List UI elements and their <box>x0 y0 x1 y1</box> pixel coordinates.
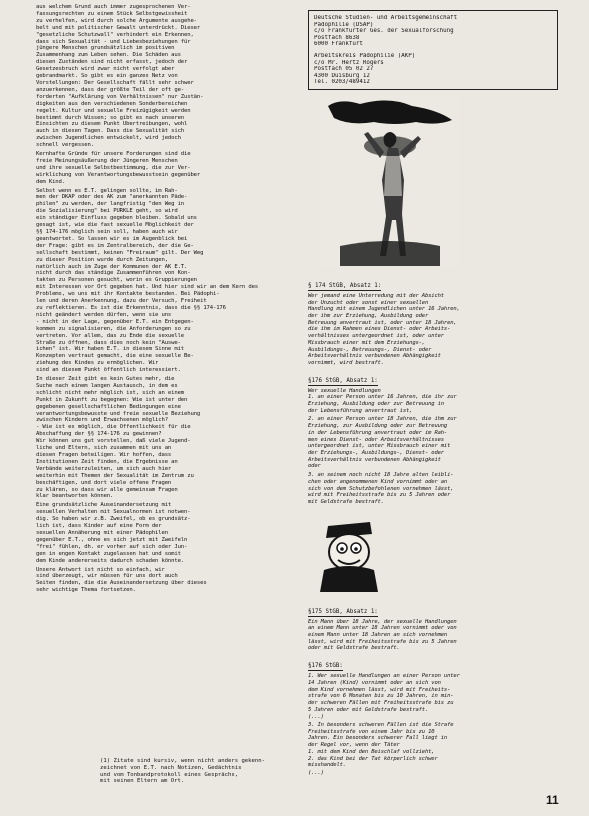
paragraph-line: zu reflektieren. Es ist die Erkenntnis, dass die §§ 174-176 <box>36 304 226 311</box>
body-paragraph <box>36 4 298 149</box>
law-item-line: 3. In besonders schweren Fällen ist die Strafe <box>308 722 454 729</box>
address-line: Postfach 8638 <box>314 34 360 41</box>
paragraph-line: weiterhin mit Themen der Sexualität im Zentrum zu <box>36 472 194 479</box>
address-box <box>308 10 558 90</box>
law-item <box>308 673 558 713</box>
paragraph-line: sehr wichtige Thema fortsetzen. <box>36 587 136 594</box>
law-item-line: 1. mit dem Kind den Beischlaf vollzieht, <box>308 748 435 755</box>
law-item-line: in der Lebensführung anvertraut oder im Rah- <box>308 429 448 436</box>
law-item-line: Erziehung, Ausbildung oder zur Betreuung in <box>308 401 444 408</box>
paragraph-line: ichen" ist. Wir haben E.T. in diesem Sinne mit <box>36 346 185 353</box>
paragraph-line: dig. So haben wir z.B. Zweifel, ob es grundsätz- <box>36 516 191 523</box>
law-item-line: Erziehung, zur Ausbildung oder zur Betreuung <box>308 423 448 430</box>
paragraph-line: In dieser Zeit gibt es kein Gutes mehr, die <box>36 376 175 383</box>
photo-dancer <box>320 96 460 266</box>
paragraph-line: dem Kind. <box>36 178 65 185</box>
paragraph-line: zu dieser Position wurde durch Zeitungen, <box>36 256 168 263</box>
paragraph-line: belt und mit politischer Gewalt unterdrückt. Dieser <box>36 24 201 31</box>
law-item-line: 3. an seinem noch nicht 18 Jahre alten leibli- <box>308 472 454 479</box>
paragraph-line: kommen zu signalisieren, die Anforderungen so zu <box>36 325 191 332</box>
paragraph-line: diesen Fragen beteiligen. Wir hoffen, dass <box>36 452 172 458</box>
paragraph-line: Gesetzesbruch wird zwar nicht verfolgt aber <box>36 66 175 73</box>
law-item <box>308 394 558 414</box>
footnote-line: und vom Tonbandprotokoll eines Gesprächs, <box>100 771 239 778</box>
law-item-line: mit Geldstrafe bestraft. <box>308 498 384 505</box>
footnote-line: mit seinen Eltern am Ort. <box>100 778 185 785</box>
paragraph-line: men der DKAP oder des AK zum "anerkannten Päde- <box>36 194 188 201</box>
paragraph-line: verantwortungsbewusste und freie sexuelle Beziehung <box>36 410 201 417</box>
page-number: 11 <box>546 793 559 807</box>
footnote-line: zeichnet von E.T. nach Notizen, Gedächtnis <box>100 764 242 771</box>
paragraph-line: lich ist, dass Kinder auf eine Form der <box>36 523 162 530</box>
law-text-line: Ein Mann über 18 Jahre, der sexuelle Handlungen <box>308 618 457 625</box>
paragraph-line: natürlich auch im Zuge der Kommunen der AK E.T. <box>36 263 188 270</box>
paragraph-line: Selbst wenn es E.T. gelingen sollte, im Rah- <box>36 187 178 194</box>
paragraph-line: der Frage: gibt es im Zentralbereich, der die Ge- <box>36 242 194 249</box>
paragraph-line: Konzepten vertraut gemacht, die eine sexuelle Be- <box>36 353 194 360</box>
paragraph-line: regelt. Kultur und sexuelle Freizügigkeit werden <box>36 107 191 114</box>
law-item-line: Freiheitsstrafe von einem Jahr bis zu 10 <box>308 728 435 735</box>
paragraph-line: Eine grundsätzliche Auseinandersetzung mit <box>36 502 172 509</box>
paragraph-line: auch in diesen Tagen. Dass die Sexualität sich <box>36 128 185 135</box>
paragraph-line: anzuerkennen, dass der größte Teil der oft ge- <box>36 86 185 93</box>
paragraph-line: vertreten. Vor allem, das zu Ende die sexuelle <box>36 332 185 339</box>
law-item-line: 2. an einer Person unter 18 Jahren, die ihm zur <box>308 416 457 423</box>
paragraph-line: dass sich Sexualität - und Liebesbeziehungen für <box>36 38 191 45</box>
section-176-intro: Wer sexuelle Handlungen <box>308 387 381 394</box>
paragraph-line: zu klären, so dass wir alle gemeinsam Fragen <box>36 486 178 493</box>
paragraph-line: Verbände weiterzuleiten, um sich auch hier <box>36 465 172 472</box>
paragraph-line: klar beantworten können. <box>36 493 114 500</box>
cartoon-image <box>314 512 384 592</box>
law-item <box>308 472 558 506</box>
law-text-line: verhältnisses untergeordnet ist, oder unter <box>308 333 444 340</box>
section-175-title: §175 StGB, Absatz 1: <box>308 608 378 615</box>
paragraph-line: beschäftigen, und dort viele offene Fragen <box>36 479 172 486</box>
paragraph-line: Abschaffung der §§ 174-176 zu gewinnen? <box>36 431 162 438</box>
section-175-text <box>308 619 558 653</box>
law-text-line: oder mit Geldstrafe bestraft. <box>308 645 400 652</box>
section-174-text <box>308 293 558 367</box>
paragraph-line: gegebenen gesellschaftlichen Bedingungen eine <box>36 403 181 410</box>
law-text-line: Arbeitsverhältnis verbundenen Abhängigkeit <box>308 353 441 360</box>
paragraph-line: - Wie ist es möglich, die Öffentlichkeit für die <box>36 424 191 431</box>
law-item-line: Jahren. Ein besonders schwerer Fall liegt in <box>308 735 448 742</box>
paragraph-line: sexuellen Verhalten mit Sexualnormen ist notwen- <box>36 509 191 516</box>
section-176-title: §176 StGB, Absatz 1: <box>308 377 378 384</box>
paragraph-line: wirklichung von Verantwortungsbewusstsein gegenüber <box>36 171 201 178</box>
section-176-items <box>308 394 558 505</box>
paragraph-line: "gesetzliche Schutzwall" verhindert ein Erkennen, <box>36 31 194 38</box>
paragraph-line: nicht geändert werden dürfen, wenn sie uns <box>36 311 172 318</box>
address-line: Arbeitskreis Pädophilie (AKP) <box>314 52 416 59</box>
law-text-line: Betreuung anvertraut ist, oder unter 18 Jahren, <box>308 319 457 326</box>
law-item-line: Arbeitsverhältnis verbundenen Abhängigkeit <box>308 456 441 463</box>
paragraph-line: gen in engen Kontakt zugelassen hat und somit <box>36 550 181 557</box>
section-174-title: § 174 StGB, Absatz 1: <box>308 282 382 289</box>
body-paragraph <box>36 188 298 374</box>
address-line: 4300 Duisburg 12 <box>314 72 370 79</box>
paragraph-line: ziehung des Kindes zu ermöglichen. Wir <box>36 360 159 367</box>
law-text-line: Ausbildungs-, Betreuungs-, Dienst- oder <box>308 346 432 353</box>
body-paragraph <box>36 151 298 186</box>
law-item-line: dem Kind vornehmen lässt, wird mit Freiheits- <box>308 686 451 693</box>
paragraph-line: - nicht in der Lage, gegenüber E.T. ein Entgegen- <box>36 318 194 325</box>
paragraph-line: mit Interessen vor Ort gegeben hat. Und hier sind wir an dem Kern des <box>36 284 259 291</box>
paragraph-line: len und deren Anerkennung, dazu der Versuch, Freiheit <box>36 298 207 305</box>
address-line: 6000 Frankfurt <box>314 41 363 48</box>
cartoon-figure <box>314 512 384 592</box>
address-line: Postfach 05 02 27 <box>314 66 374 73</box>
paragraph-line: Unsere Antwort ist nicht so einfach, wir <box>36 566 165 573</box>
paragraph-line: und ihre sexuelle Selbstbestimmung, die zur Ver- <box>36 164 191 171</box>
body-paragraph <box>36 567 298 595</box>
section-176b-title: §176 StGB: <box>308 663 343 670</box>
left-column <box>36 4 298 596</box>
paragraph-line: gegenüber E.T., ohne es sich jetzt mit Zweifeln <box>36 536 188 543</box>
paragraph-line: forderten "Aufklärung von Verhältnissen" nur Zustän- <box>36 93 204 100</box>
law-item <box>308 722 558 769</box>
law-item-line: chen oder angenommenen Kind vornimmt oder an <box>308 478 448 485</box>
paragraph-line: die Sozialisierung" bei PÜRKLE geht, so wird <box>36 208 178 215</box>
paragraph-line: Suche nach einem langen Austausch, in dem es <box>36 382 178 389</box>
law-text-line: der ihm zur Erziehung, Ausbildung oder <box>308 313 429 320</box>
law-text-line: lässt, wird mit Freiheitsstrafe bis zu 5 Jahren <box>308 638 457 645</box>
law-item-line: wird mit Freiheitsstrafe bis zu 5 Jahren oder <box>308 492 451 499</box>
law-item-line: der Lebensführung anvertraut ist, <box>308 407 413 414</box>
paragraph-line: zu verhelfen, wird durch solche Argumente ausgehe- <box>36 17 197 24</box>
paragraph-line: Straße zu öffnen, dass dies noch kein "Auswe- <box>36 339 181 346</box>
law-item-line: 1. Wer sexuelle Handlungen an einer Person unter <box>308 673 460 680</box>
law-text-line: Wer jemand eine Unterredung mit der Absicht <box>308 292 444 299</box>
law-text-line: die ihm im Rahmen eines Dienst- oder Arbeits- <box>308 326 451 333</box>
law-item-line: misshandelt. <box>308 762 346 769</box>
paragraph-line: Problems, wo uns mit ihr Kontakte bestanden. Bei Pädophi- <box>36 291 220 298</box>
law-text-line: vornimmt, wird bestraft. <box>308 359 384 366</box>
paragraph-line: Wir können uns gut vorstellen, daß viele Jugend- <box>36 438 191 445</box>
right-column <box>308 10 558 778</box>
paragraph-line: schlicht nicht mehr möglich ist, sich an einem <box>36 389 185 396</box>
law-item-line: strafe von 6 Monaten bis zu 10 Jahren, in min- <box>308 693 454 700</box>
law-item-line: der Regel vor, wenn der Täter <box>308 742 400 749</box>
paragraph-line: Institutionen Zeit finden, die Ergebnisse an <box>36 458 178 465</box>
law-text-line: Missbrauch einer mit dem Erziehungs-, <box>308 339 425 346</box>
paragraph-line: gebrandmarkt. So gibt es ein ganzes Netz von <box>36 73 178 80</box>
law-item-line: sich von dem Schutzbefohlenen vornehmen lässt, <box>308 485 454 492</box>
law-item <box>308 416 558 470</box>
law-item-line: (...) <box>308 769 324 776</box>
paragraph-line: zwischen Kindern und Erwachsenen möglich? <box>36 417 168 424</box>
law-item-line: 14 Jahren (Kind) vornimmt oder an sich von <box>308 679 441 686</box>
paragraph-line: jüngere Menschen grundsätzlich im positiven <box>36 45 175 52</box>
law-item-line: (...) <box>308 714 324 721</box>
paragraph-line: nicht durch das ständige Zusammenführen von Kon- <box>36 270 191 277</box>
law-text-line: der Unzucht oder sonst einer sexuellen <box>308 299 429 306</box>
footnote <box>100 758 290 785</box>
dancer-photo-image <box>320 96 460 266</box>
paragraph-line: gesagt ist, wie die fast sexuelle Möglichkeit der <box>36 222 194 229</box>
paragraph-line: sind an diesem Punkt öffentlich interessiert. <box>36 367 181 374</box>
address-line: Tel. 0203/489412 <box>314 79 370 86</box>
paragraph-line: geantwortet. So lassen wir es im Augenblick bei <box>36 235 188 242</box>
paragraph-line: §§ 174-176 möglich sein soll, haben auch wir <box>36 229 178 235</box>
paragraph-line: Kernhafte Gründe für unsere Forderungen sind die <box>36 151 191 158</box>
paragraph-line: aus welchem Grund auch immer zugesprochenen Ver- <box>36 4 191 10</box>
paragraph-line: zwischen Jugendlichen entwickelt, wird jedoch <box>36 135 181 142</box>
paragraph-line: philen" zu werden, der langfristig "den Weg in <box>36 201 185 208</box>
law-item-line: 5 Jahren oder mit Geldstrafe bestraft. <box>308 706 429 713</box>
law-text-line: an einem Mann unter 18 Jahren vornimmt oder von <box>308 625 457 632</box>
law-item-line: 1. an einer Person unter 16 Jahren, die ihr zur <box>308 394 457 401</box>
footnote-line: (1) Zitate sind kursiv, wenn nicht anders gekenn- <box>100 758 266 764</box>
law-item-line: oder <box>308 463 321 470</box>
law-item-line: untergeordnet ist, unter Missbrauch einer mit <box>308 443 451 450</box>
paragraph-line: sexuellen Annäherung mit einer Pädophilen <box>36 529 168 536</box>
paragraph-line: digkeiten aus den verschiedenen Sonderbereichen <box>36 100 188 107</box>
paragraph-line: dem Kinde andererseits dadurch schaden könnte. <box>36 557 185 564</box>
section-176b-items <box>308 673 558 777</box>
body-paragraph <box>36 502 298 564</box>
paragraph-line: liche und Eltern, sich zusammen mit uns an <box>36 445 172 452</box>
law-item <box>308 770 558 777</box>
paragraph-line: Seiten finden, die die Auseinandersetzung über dieses <box>36 580 207 587</box>
body-paragraph <box>36 376 298 500</box>
paragraph-line: bestimmt durch Wissen; so gibt es nach unseren <box>36 114 185 121</box>
paragraph-line: takten zu Personen gesucht, worin es Gruppierungen <box>36 277 197 284</box>
paragraph-line: sellschaft bestimmt, keinen "Freiraum" gilt. Der Weg <box>36 249 204 256</box>
law-item <box>308 714 558 721</box>
law-text-line: einem Mann unter 18 Jahren an sich vornehmen <box>308 632 448 639</box>
paragraph-line: ein ständiger Einfluss gegeben bleiben. Sobald uns <box>36 215 197 222</box>
paragraph-line: schnell vergessen. <box>36 142 94 149</box>
address-line: Deutsche Studien- und Arbeitsgemeinschaft <box>314 15 458 21</box>
paragraph-line: Punkt in Zukunft zu begegnen: Wie ist unter den <box>36 396 188 403</box>
law-text-line: Handlung mit einem Jugendlichen unter 16 Jahren, <box>308 306 460 313</box>
paragraph-line: diesen Zuständen sind nicht erfasst, jedoch der <box>36 59 188 66</box>
paragraph-line: Zusammenhang zum Leben sehen. Die Schäden aus <box>36 52 181 59</box>
paragraph-line: Vorstellungen: Der Gesellschaft fällt sehr schwer <box>36 79 194 86</box>
paragraph-line: sind überzeugt, wir müssen für uns dort auch <box>36 573 178 580</box>
paragraph-line: freie Meinungsäußerung der Jüngeren Menschen <box>36 157 178 164</box>
paragraph-line: fassungsrechten zu einem Stück Selbstgewissheit <box>36 10 188 17</box>
address-line: c/o Frankfurter Ges. der Sexualforschung <box>314 28 454 35</box>
law-item-line: men eines Dienst- oder Arbeitsverhältnisses <box>308 436 444 443</box>
address-line: Pädophilie (DSAP) <box>314 21 374 28</box>
address-line: c/o Mr. Hertz Rogers <box>314 59 384 66</box>
law-item-line: 2. das Kind bei der Tat körperlich schwer <box>308 755 438 762</box>
law-item-line: der schweren Fällen mit Freiheitsstrafe bis zu <box>308 699 454 706</box>
law-item-line: der Erziehungs-, Ausbildungs-, Dienst- oder <box>308 450 444 456</box>
paragraph-line: "frei" fühlen, dh. er vorher auf sich oder Jun- <box>36 543 188 550</box>
paragraph-line: Einsichten zu diesem Punkt Übertreibungen, wohl <box>36 121 188 128</box>
